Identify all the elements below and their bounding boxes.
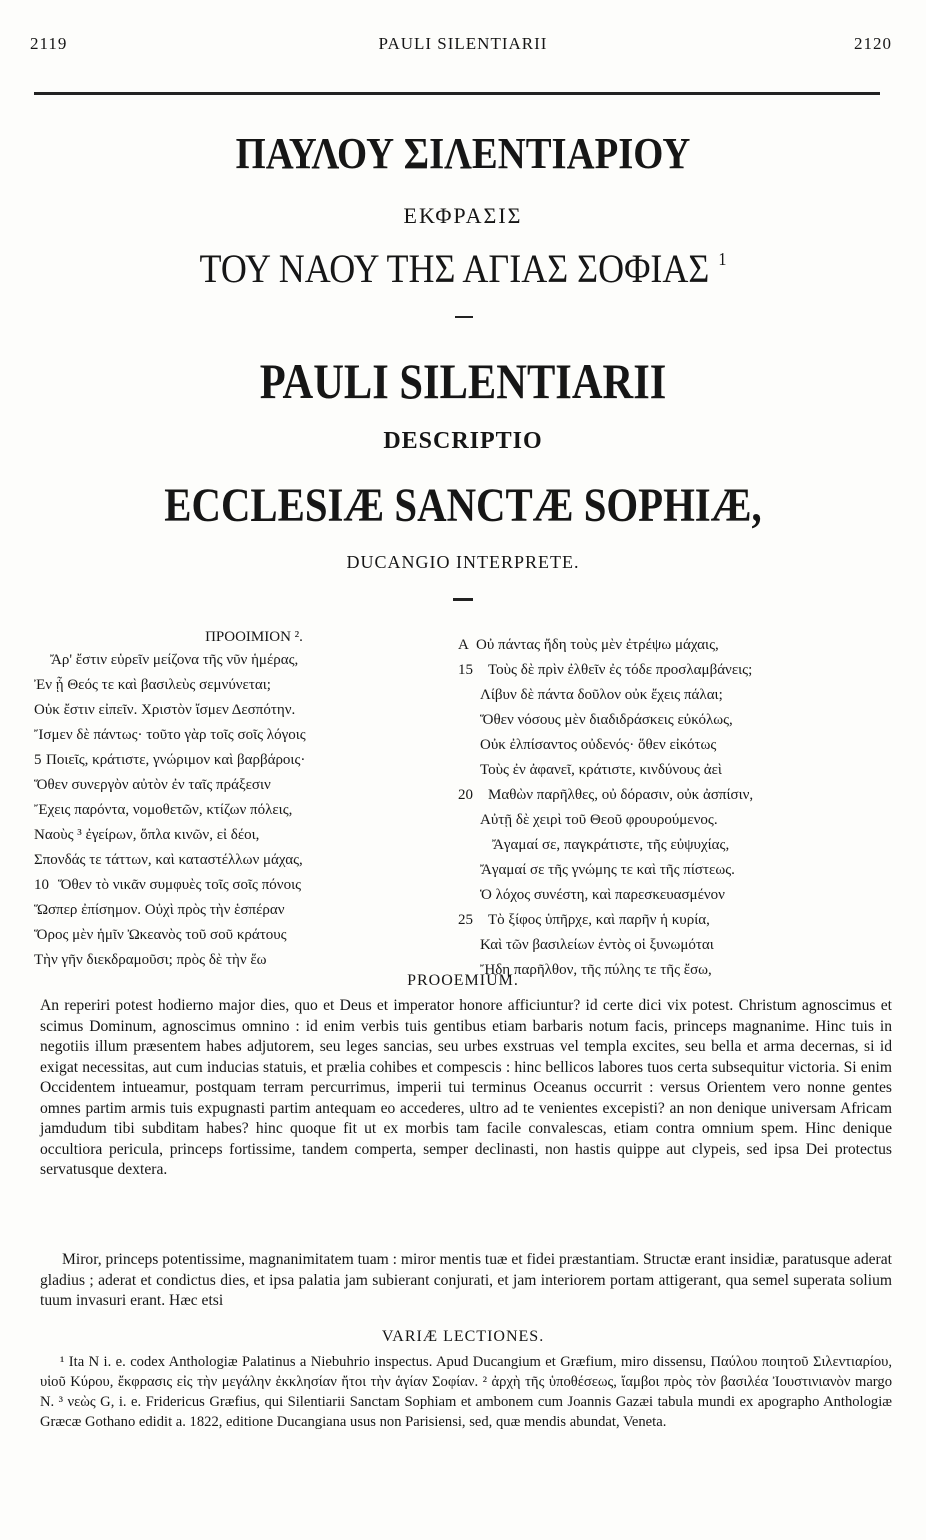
verse-text: Ὥσπερ ἐπίσημον. Οὐχὶ πρὸς τὴν ἑσπέραν [34, 902, 285, 918]
verse-line [458, 808, 898, 833]
verse-line: 25 Τὸ ξίφος ὑπῆρχε, καὶ παρῆν ἡ κυρία, [458, 912, 710, 928]
verse-text: Ὅθεν συνεργὸν αὐτὸν ἐν ταῖς πράξεσιν [34, 777, 271, 793]
verse-text: Τὴν γῆν διεκδραμοῦσι; πρὸς δὲ τὴν ἕω [34, 952, 267, 968]
verse-text: Οὐκ ἔστιν εἰπεῖν. Χριστὸν ἴσμεν Δεσπότην. [34, 702, 296, 718]
latin-subject-title: ECCLESIÆ SANCTÆ SOPHIÆ, [164, 479, 762, 532]
verse-text: Αὐτῇ δὲ χειρὶ τοῦ Θεοῦ φρουρούμενος. [480, 812, 718, 828]
verse-text: Οὐκ ἐλπίσαντος οὐδενός· ὅθεν εἰκότως [480, 737, 717, 753]
verse-text: Οὐ πάντας ἤδη τοὺς μὲν ἐτρέψω μάχαις, [476, 637, 719, 653]
verse-text: Ἤδη παρῆλθον, τῆς πύλης τε τῆς ἔσω, [480, 962, 712, 978]
verse-line: 20 Μαθὼν παρῆλθες, οὐ δόρασιν, οὐκ ἀσπίσιν, [458, 787, 754, 803]
verse-text: Ὅθεν νόσους μὲν διαδιδράσκεις εὐκόλως, [480, 712, 733, 728]
footnote-mark: 1 [718, 249, 727, 269]
greek-author-title: ΠΑΥΛΟΥ ΣΙΛΕΝΤΙΑΡΙΟΥ [235, 129, 691, 178]
verse-text: Σπονδάς τε τάττων, καὶ καταστέλλων μάχας, [34, 852, 303, 868]
verse-line [34, 823, 434, 848]
verse-line [458, 933, 898, 958]
verse-line [458, 683, 898, 708]
verse-text: Ὅρος μὲν ἡμῖν Ὠκεανὸς τοῦ σοῦ κράτους [34, 927, 287, 943]
verse-line [458, 858, 898, 883]
section-separator [453, 598, 473, 601]
verse-line: 15 Τοὺς δὲ πρὶν ἐλθεῖν ἐς τόδε προσλαμβάνεις; [458, 662, 753, 678]
greek-verse-left [34, 629, 434, 973]
verse-text: Ἄρ' ἔστιν εὑρεῖν μείζονα τῆς νῦν ἡμέρας, [50, 652, 299, 668]
verse-line [458, 883, 898, 908]
column-number-left: 2119 [30, 34, 68, 53]
verse-line: A Οὐ πάντας ἤδη τοὺς μὲν ἐτρέψω μάχαις, [458, 637, 719, 653]
verse-line [34, 773, 434, 798]
verse-line [34, 923, 434, 948]
footnote-text: ¹ Ita N i. e. codex Anthologiæ Palatinus a Niebuhrio inspectus. Apud Ducangium et Græfium, miro dissensu, Παύλου ποιητοῦ Σιλεντιαρίου, υἱοῦ Κύρου, ἔκφρασις εἰς τὴν μεγάλην ἐκκλησίαν ἤτοι τὴν ἁγίαν Σοφίαν. ² ἀρχὴ τῆς ὑποθέσεως, ἴαμβοι πρὸς τὸν βασιλέα Ἰουστινιανὸν margo N. ³ νεὼς G, i. e. Fridericus Græfius, qui Silentiarii Sanctam Sophiam et ambonem cum Joannis Gazæi tabula mundi ex apographo Anthologiæ Græcæ Gothano edidit a. 1822, editione Ducangiana usus non Parisiensi, sed, quæ mendis abundat, Veneta. [40, 1354, 892, 1430]
verse-line [34, 723, 434, 748]
verse-text: Ἔχεις παρόντα, νομοθετῶν, κτίζων πόλεις, [34, 802, 293, 818]
latin-descriptio-title: DESCRIPTIO [383, 428, 543, 454]
verse-line: 10 Ὅθεν τὸ νικᾶν συμφυὲς τοῖς σοῖς πόνοις [34, 877, 302, 893]
greek-subject-text: ΤΟΥ ΝΑΟΥ ΤΗΣ ΑΓΙΑΣ ΣΟΦΙΑΣ [199, 246, 710, 291]
verse-text: Τοὺς ἐν ἀφανεῖ, κράτιστε, κινδύνους ἀεὶ [480, 762, 722, 778]
verse-text: Ὅθεν τὸ νικᾶν συμφυὲς τοῖς σοῖς πόνοις [58, 877, 302, 893]
latin-author-title: PAULI SILENTIARII [259, 353, 667, 409]
verse-text: Ποιεῖς, κράτιστε, γνώριμον καὶ βαρβάροις· [46, 752, 306, 768]
verse-line [34, 898, 434, 923]
verse-text: Ἄγαμαί σε τῆς γνώμης τε καὶ τῆς πίστεως. [480, 862, 735, 878]
verse-line [34, 948, 434, 973]
greek-verse-right [458, 633, 898, 983]
verse-line [34, 848, 434, 873]
prooemium-heading: PROOEMIUM. [407, 972, 519, 989]
verse-line [458, 708, 898, 733]
prooimion-heading: ΠΡΟΟΙΜΙΟΝ ². [205, 629, 303, 645]
greek-ekphrasis-title: ΕΚΦΡΑΣΙΣ [403, 203, 523, 228]
variae-lectiones-heading: VARIÆ LECTIONES. [381, 1328, 545, 1345]
latin-paragraph-2: Miror, princeps potentissime, magnanimitatem tuam : miror mentis tuæ et fidei præstantiam. Structæ erant insidiæ, paratusque aderat gladius ; aderat et condictus dies, et ipsa palatia jam subierant conjurati, et jam interiorem portam attigerant, qua semel superata solium tuum invasuri erant. Hæc etsi [40, 1251, 893, 1309]
verse-text: Τοὺς δὲ πρὶν ἐλθεῖν ἐς τόδε προσλαμβάνεις; [488, 662, 753, 678]
verse-line [34, 673, 434, 698]
interpreter-line: DUCANGIO INTERPRETE. [346, 552, 580, 572]
verse-line [458, 758, 898, 783]
verse-line [34, 648, 434, 673]
verse-text: Ὁ λόχος συνέστη, καὶ παρεσκευασμένον [480, 887, 725, 903]
verse-line: 5 Ποιεῖς, κράτιστε, γνώριμον καὶ βαρβάροις· [34, 752, 306, 768]
verse-text: Ἴσμεν δὲ πάντως· τοῦτο γὰρ τοῖς σοῖς λόγοις [34, 727, 306, 743]
running-title: PAULI SILENTIARII [378, 34, 548, 53]
verse-line [34, 698, 434, 723]
greek-subject-title [46, 245, 879, 292]
title-separator [455, 316, 473, 318]
verse-text: Ναοὺς ³ ἐγείρων, ὅπλα κινῶν, εἰ δέοι, [34, 827, 260, 843]
verse-text: Τὸ ξίφος ὑπῆρχε, καὶ παρῆν ἡ κυρία, [488, 912, 710, 928]
verse-text: Μαθὼν παρῆλθες, οὐ δόρασιν, οὐκ ἀσπίσιν, [488, 787, 754, 803]
verse-text: Καὶ τῶν βασιλείων ἐντὸς οἱ ξυνωμόται [480, 937, 714, 953]
verse-line [458, 733, 898, 758]
verse-text: Ἐν ᾗ Θεός τε καὶ βασιλεὺς σεμνύνεται; [34, 677, 271, 693]
verse-line [34, 798, 434, 823]
verse-line [458, 833, 898, 858]
latin-paragraph-1: An reperiri potest hodierno major dies, quo et Deus et imperator honore afficiuntur? id certe dici vix potest. Christum agnoscimus et scimus Dominum, agnoscimus omnino : id enim verbis tuis gentibus etiam barbaris notum facis, princeps magnanime. Hinc tuis in negotiis illum præsentem habes adjutorem, seu leges sancias, seu urbes exstruas vel templa excites, seu bella et arma decernas, si id exigat necessitas, aut cum inducias statuis, et prælia cohibes et compescis : hinc bellicos labores tuos certa subsequitur victoria. Si enim Occidentem intueamur, postquam terram percurrimus, imperii tui terminus Oceanus occurrit : versus Orientem vero nonne gentes omnes partim armis tuis expugnasti partim antequam eo accederes, ultro ad te venientes excepisti? an non denique universam Africam jamdudum tibi subditam habes? hinc quoque fit ut ex morbis tam facile convalescas, etiam contra omnium spem. Hinc denique occultiora pericula, princeps fortissime, tandem comperta, semper declinasti, non hastis quippe aut clypeis, sed ipsa Dei protectus servatusque dextera. [40, 997, 892, 1178]
verse-text: Ἄγαμαί σε, παγκράτιστε, τῆς εὐψυχίας, [492, 837, 730, 853]
header-rule [34, 92, 880, 95]
column-number-right: 2120 [854, 34, 892, 53]
verse-text: Λίβυν δὲ πάντα δοῦλον οὐκ ἔχεις πάλαι; [480, 687, 723, 703]
